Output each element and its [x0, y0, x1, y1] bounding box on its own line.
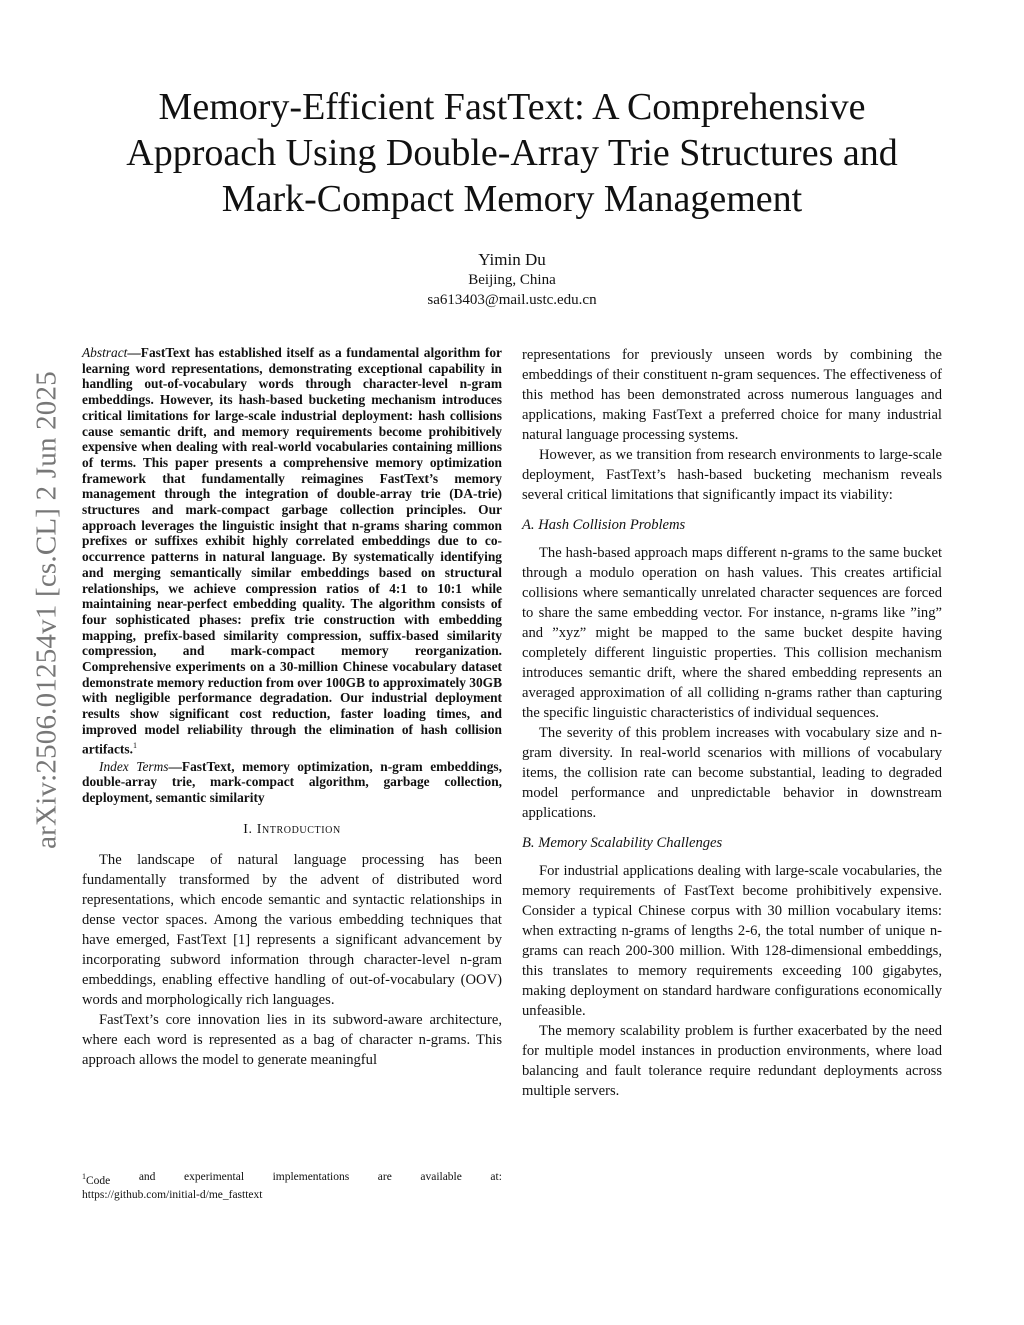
footnote-word: implementations [272, 1171, 350, 1183]
footnote-word: and [138, 1171, 156, 1183]
footnote-mark: 1 [82, 1172, 86, 1181]
subsection-heading-hash-collision: A. Hash Collision Problems [522, 517, 686, 533]
paper-title [70, 84, 954, 222]
footnote-word: experimental [183, 1171, 245, 1183]
body-paragraph: The severity of this problem increases with vocabulary size and n-gram diversity. In real-world scenarios with millions of vocabulary items, the collision rate can become substantial, leading to degraded model performance and unpredictable behavior in downstream applications. [522, 725, 942, 821]
title-line: Mark-Compact Memory Management [221, 178, 803, 220]
section-number: I. [243, 821, 253, 837]
abstract: Abstract—FastText has established itself as a fundamental algorithm for learning word representations, demonstrating exceptional capability in handling out-of-vocabulary words through character-level n-gram embeddings. However, its hash-based bucketing mechanism introduces critical limitations for large-scale industrial deployment: hash collisions cause semantic drift, and memory requirements become prohibitively expensive when dealing with real-world vocabularies containing millions of terms. This paper presents a comprehensive memory optimization framework that fundamentally reimagines FastText’s memory management through the integration of double-array trie (DA-trie) structures and mark-compact garbage collection principles. Our approach leverages the linguistic insight that n-grams sharing common prefixes or suffixes exhibit highly correlated embeddings due to co-occurrence patterns in natural language. By systematically identifying and merging semantically similar embeddings based on structural relationships, we achieve compression ratios of 4:1 to 10:1 while maintaining near-perfect embedding quality. The algorithm consists of four sophisticated phases: prefix trie construction with embedding mapping, prefix-based similarity compression, suffix-based similarity compression, and mark-compact memory reorganization. Comprehensive experiments on a 30-million Chinese vocabulary dataset demonstrate memory reduction from over 100GB to approximately 30GB with negligible performance degradation. Our industrial deployment results show significant cost reduction, faster loading times, and improved model reliability through the elimination of hash collision artifacts.$^1$ [82, 345, 503, 757]
author-location: Beijing, China [468, 272, 556, 288]
body-paragraph: The hash-based approach maps different n-grams to the same bucket through a modulo operation on hash values. This creates artificial collisions where semantically unrelated character sequences are forced to share the same embedding vector. For instance, n-grams like ”ing” and ”xyz” might be mapped to the same bucket despite having completely different linguistic properties. This collision mechanism introduces semantic drift, where the shared embedding represents an averaged approximation of all colliding n-grams rather than capturing the specific linguistic characteristics of individual sequences. [522, 545, 942, 721]
footnote [82, 1170, 502, 1202]
author-email: sa613403@mail.ustc.edu.cn [427, 292, 597, 308]
author-name: Yimin Du [478, 250, 546, 269]
title-line: Memory-Efficient FastText: A Comprehensive [158, 86, 866, 128]
footnote-url[interactable]: https://github.com/initial-d/me_fasttext [82, 1188, 263, 1201]
index-terms-text: FastText, memory optimization, n-gram embeddings, double-array trie, mark-compact algorithm, garbage collection, deployment, semantic similarity [82, 758, 502, 806]
abstract-footnote-mark: 1 [132, 740, 137, 750]
right-column [522, 345, 942, 1101]
body-paragraph: The memory scalability problem is further exacerbated by the need for multiple model instances in production environments, where load balancing and fault tolerance require redundant deployments across multiple servers. [522, 1023, 942, 1099]
left-column [82, 345, 502, 1070]
footnote-word: are [377, 1171, 392, 1183]
subsection-heading-memory-scalability: B. Memory Scalability Challenges [522, 835, 723, 851]
body-paragraph: representations for previously unseen words by combining the embeddings of their constituent n-gram sequences. The effectiveness of this method has been demonstrated across numerous languages and applications, making FastText a preferred choice for many industrial natural language processing systems. [522, 347, 942, 443]
abstract-text: FastText has established itself as a fundamental algorithm for learning word representations, demonstrating exceptional capability in handling out-of-vocabulary words through character-level n-gram embeddings. However, its hash-based bucketing mechanism introduces critical limitations for large-scale industrial deployment: hash collisions cause semantic drift, and memory requirements become prohibitively expensive when dealing with real-world vocabularies containing millions of terms. This paper presents a comprehensive memory optimization framework that fundamentally reimagines FastText’s memory management through the integration of double-array trie (DA-trie) structures and mark-compact garbage collection principles. Our approach leverages the linguistic insight that n-grams sharing common prefixes or suffixes exhibit highly correlated embeddings due to co-occurrence patterns in natural language. By systematically identifying and merging semantically similar embeddings based on structural relationships, we achieve compression ratios of 4:1 to 10:1 while maintaining near-perfect embedding quality. The algorithm consists of four sophisticated phases: prefix trie construction with embedding mapping, prefix-based similarity compression, suffix-based similarity compression, and mark-compact memory reorganization. Comprehensive experiments on a 30-million Chinese vocabulary dataset demonstrate memory reduction from over 100GB to approximately 30GB with negligible performance degradation. Our industrial deployment results show significant cost reduction, faster loading times, and improved model reliability through the elimination of hash collision artifacts. [82, 345, 503, 757]
footnote-line [82, 1170, 502, 1188]
intro-paragraph: The landscape of natural language processing has been fundamentally transformed by the advent of distributed word representations, which encode semantic and syntactic relationships in dense vector spaces. Among the various embedding techniques that have emerged, FastText [1] represents a significant advancement by incorporating subword information through character-level n-gram embeddings, enabling effective handling of out-of-vocabulary (OOV) words and morphologically rich languages. [82, 851, 502, 1008]
body-paragraph: For industrial applications dealing with large-scale vocabularies, the memory requirements of FastText become prohibitively expensive. Consider a typical Chinese corpus with 30 million vocabulary items: when extracting n-grams of lengths 2-6, the total number of unique n-grams can reach 200-300 million. With 128-dimensional embeddings, this translates to memory requirements exceeding 100 gigabytes, making deployment on standard hardware configurations economically unfeasible. [522, 863, 942, 1019]
index-terms-label: Index Terms [99, 758, 169, 774]
footnote-word: available [420, 1171, 462, 1183]
abstract-label: Abstract [82, 345, 128, 360]
body-paragraph: However, as we transition from research environments to large-scale deployment, FastText’s hash-based bucketing mechanism reveals several critical limitations that significantly impact its viability: [522, 447, 942, 503]
section-title: Introduction [256, 821, 341, 837]
intro-paragraph: FastText’s core innovation lies in its subword-aware architecture, where each word is represented as a bag of character n-grams. This approach allows the model to generate meaningful [82, 1011, 502, 1068]
footnote-word: Code [86, 1174, 111, 1187]
title-line: Approach Using Double-Array Trie Structures and [126, 132, 898, 174]
section-heading-introduction [82, 822, 502, 838]
arxiv-identifier: arXiv:2506.01254v1 [cs.CL] 2 Jun 2025 [30, 371, 63, 849]
index-terms: Index Terms—FastText, memory optimization, n-gram embeddings, double-array trie, mark-compact algorithm, garbage collection, deployment, semantic similarity [82, 758, 502, 806]
footnote-word: at: [490, 1171, 502, 1183]
